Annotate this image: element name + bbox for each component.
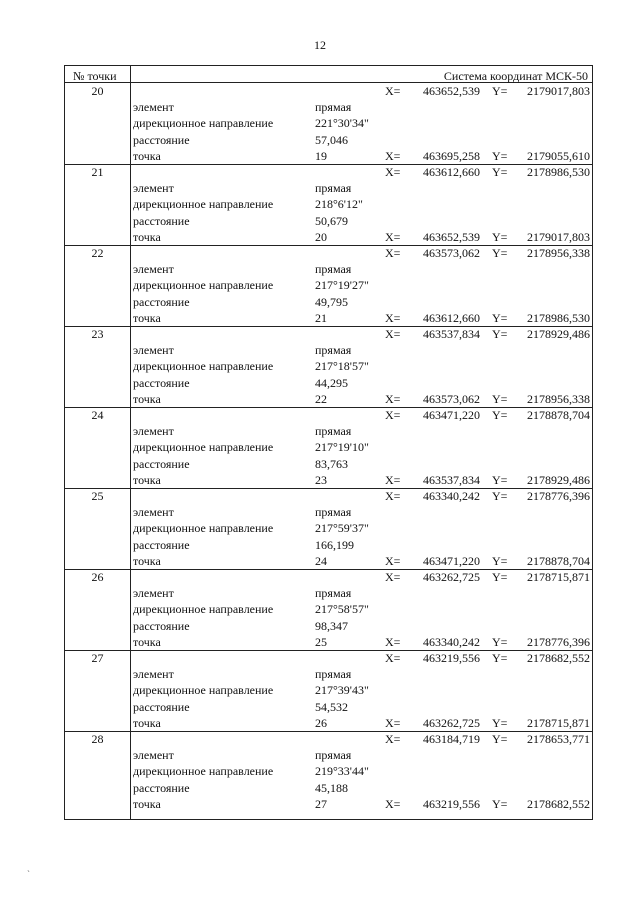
to-y-label: Y= [492,229,508,244]
value-distance: 83,763 [315,456,348,471]
point-block [65,569,592,650]
label-direction: дирекционное направление [133,521,274,536]
value-distance: 44,295 [315,375,348,390]
to-y-label: Y= [492,796,508,811]
x-value: 463573,062 [423,246,480,260]
value-direction: 217°19'10" [315,440,369,455]
x-label: X= [385,165,401,179]
point-block [65,83,592,164]
value-point: 26 [315,715,327,730]
to-y-value: 2178878,704 [527,553,590,568]
value-element: прямая [315,748,352,763]
to-x-label: X= [385,634,401,649]
label-direction: дирекционное направление [133,683,274,698]
label-distance: расстояние [133,618,190,633]
label-point: точка [133,229,161,244]
to-x-value: 463262,725 [423,715,480,730]
point-block [65,407,592,488]
point-number: 20 [91,84,104,98]
y-value: 2178653,771 [527,732,590,746]
y-label: Y= [492,570,508,584]
value-point: 24 [315,553,327,568]
value-element: прямая [315,424,352,439]
point-block [65,326,592,407]
label-direction: дирекционное направление [133,764,274,779]
to-y-label: Y= [492,553,508,568]
to-x-value: 463219,556 [423,796,480,811]
to-y-label: Y= [492,148,508,163]
label-point: точка [133,148,161,163]
value-direction: 217°58'57" [315,602,369,617]
y-label: Y= [492,84,508,98]
to-y-label: Y= [492,715,508,730]
label-distance: расстояние [133,780,190,795]
value-element: прямая [315,667,352,682]
value-direction: 217°18'57" [315,359,369,374]
label-distance: расстояние [133,213,190,228]
y-value: 2178878,704 [527,408,590,422]
label-point: точка [133,553,161,568]
value-element: прямая [315,505,352,520]
point-number: 23 [91,327,104,341]
point-number: 25 [91,489,104,503]
to-x-label: X= [385,553,401,568]
y-label: Y= [492,489,508,503]
x-label: X= [385,327,401,341]
value-distance: 45,188 [315,780,348,795]
value-direction: 217°59'37" [315,521,369,536]
label-distance: расстояние [133,699,190,714]
label-element: элемент [133,343,174,358]
y-value: 2178715,871 [527,570,590,584]
y-label: Y= [492,246,508,260]
label-element: элемент [133,667,174,682]
label-element: элемент [133,586,174,601]
label-direction: дирекционное направление [133,359,274,374]
value-distance: 98,347 [315,618,348,633]
to-x-label: X= [385,310,401,325]
to-x-label: X= [385,796,401,811]
value-point: 19 [315,148,327,163]
label-element: элемент [133,181,174,196]
value-direction: 217°39'43" [315,683,369,698]
label-direction: дирекционное направление [133,116,274,131]
y-value: 2178956,338 [527,246,590,260]
value-direction: 221°30'34" [315,116,369,131]
x-value: 463652,539 [423,84,480,98]
to-y-label: Y= [492,391,508,406]
value-direction: 218°6'12" [315,197,363,212]
point-number: 28 [91,732,104,746]
to-x-value: 463537,834 [423,472,480,487]
to-y-label: Y= [492,634,508,649]
label-point: точка [133,310,161,325]
label-direction: дирекционное направление [133,197,274,212]
value-element: прямая [315,181,352,196]
to-x-value: 463695,258 [423,148,480,163]
to-x-value: 463471,220 [423,553,480,568]
to-y-value: 2178682,552 [527,796,590,811]
label-point: точка [133,472,161,487]
label-point: точка [133,391,161,406]
page-number: 12 [314,38,326,52]
to-y-value: 2178956,338 [527,391,590,406]
point-block [65,488,592,569]
x-label: X= [385,489,401,503]
label-direction: дирекционное направление [133,602,274,617]
value-distance: 57,046 [315,132,348,147]
y-label: Y= [492,408,508,422]
label-element: элемент [133,100,174,115]
to-y-label: Y= [492,310,508,325]
label-distance: расстояние [133,294,190,309]
x-value: 463471,220 [423,408,480,422]
to-x-value: 463652,539 [423,229,480,244]
label-element: элемент [133,262,174,277]
value-element: прямая [315,262,352,277]
to-y-value: 2178929,486 [527,472,590,487]
point-number: 22 [91,246,104,260]
to-y-value: 2179017,803 [527,229,590,244]
value-distance: 50,679 [315,213,348,228]
to-x-value: 463573,062 [423,391,480,406]
value-distance: 49,795 [315,294,348,309]
x-value: 463219,556 [423,651,480,665]
label-point: точка [133,715,161,730]
header-coordinate-system: Система координат МСК-50 [443,69,588,83]
point-block [65,650,592,731]
x-label: X= [385,84,401,98]
to-x-label: X= [385,229,401,244]
x-value: 463340,242 [423,489,480,503]
to-x-value: 463340,242 [423,634,480,649]
header-point-number: № точки [73,69,117,83]
scan-mark: ` [27,869,30,879]
to-x-label: X= [385,715,401,730]
value-element: прямая [315,343,352,358]
to-x-value: 463612,660 [423,310,480,325]
y-value: 2178986,530 [527,165,590,179]
y-value: 2178929,486 [527,327,590,341]
to-y-value: 2178715,871 [527,715,590,730]
y-value: 2178682,552 [527,651,590,665]
to-x-label: X= [385,391,401,406]
x-label: X= [385,246,401,260]
label-element: элемент [133,748,174,763]
value-element: прямая [315,100,352,115]
point-number: 27 [91,651,104,665]
value-point: 27 [315,796,327,811]
label-element: элемент [133,505,174,520]
x-label: X= [385,570,401,584]
point-number: 26 [91,570,104,584]
to-y-label: Y= [492,472,508,487]
point-block [65,245,592,326]
label-point: точка [133,796,161,811]
label-distance: расстояние [133,537,190,552]
to-y-value: 2179055,610 [527,148,590,163]
x-label: X= [385,732,401,746]
value-direction: 217°19'27" [315,278,369,293]
value-direction: 219°33'44" [315,764,369,779]
label-distance: расстояние [133,132,190,147]
coordinates-table [64,65,593,820]
label-element: элемент [133,424,174,439]
label-distance: расстояние [133,375,190,390]
value-point: 23 [315,472,327,487]
label-direction: дирекционное направление [133,278,274,293]
y-label: Y= [492,732,508,746]
x-value: 463262,725 [423,570,480,584]
value-distance: 166,199 [315,537,354,552]
x-value: 463612,660 [423,165,480,179]
value-point: 22 [315,391,327,406]
y-value: 2178776,396 [527,489,590,503]
point-block [65,164,592,245]
to-x-label: X= [385,472,401,487]
y-label: Y= [492,651,508,665]
point-number: 24 [91,408,104,422]
value-point: 20 [315,229,327,244]
y-value: 2179017,803 [527,84,590,98]
point-block [65,731,592,812]
x-label: X= [385,408,401,422]
to-x-label: X= [385,148,401,163]
value-element: прямая [315,586,352,601]
x-value: 463537,834 [423,327,480,341]
x-label: X= [385,651,401,665]
label-distance: расстояние [133,456,190,471]
point-number: 21 [91,165,104,179]
y-label: Y= [492,327,508,341]
x-value: 463184,719 [423,732,480,746]
value-point: 21 [315,310,327,325]
label-point: точка [133,634,161,649]
to-y-value: 2178986,530 [527,310,590,325]
value-distance: 54,532 [315,699,348,714]
value-point: 25 [315,634,327,649]
to-y-value: 2178776,396 [527,634,590,649]
label-direction: дирекционное направление [133,440,274,455]
y-label: Y= [492,165,508,179]
